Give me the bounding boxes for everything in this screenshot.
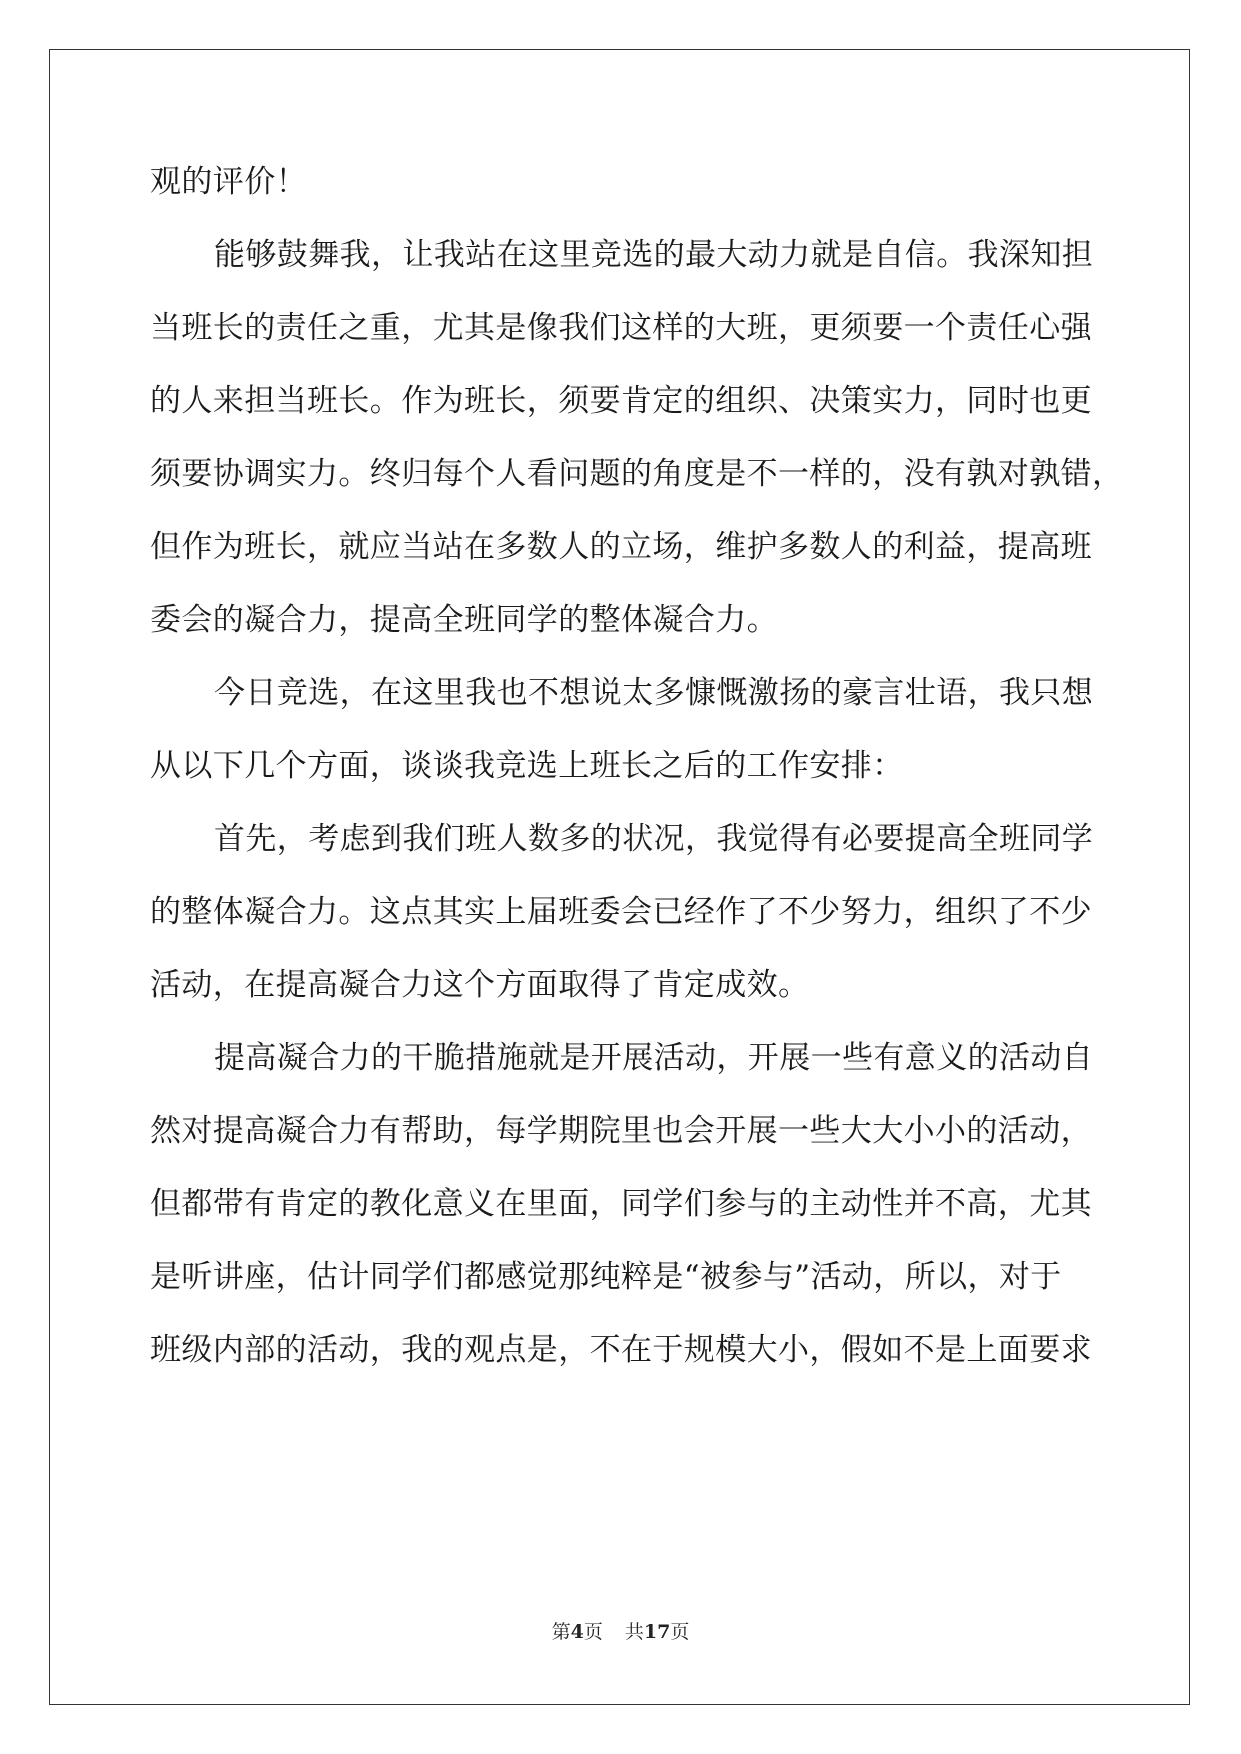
text-line: 委会的凝合力，提高全班同学的整体凝合力。 [150,602,778,638]
text-line: 当班长的责任之重，尤其是像我们这样的大班，更须要一个责任心强 [150,310,1092,346]
text-line: 观的评价！ [150,164,307,200]
page-number: 4 [570,1621,584,1643]
text-line: 但作为班长，就应当站在多数人的立场，维护多数人的利益，提高班 [150,529,1092,565]
text-line: 活动，在提高凝合力这个方面取得了肯定成效。 [150,967,810,1003]
total-prefix: 共 [624,1621,644,1643]
page-frame [49,49,1190,1705]
page-prefix: 第 [551,1621,571,1643]
paragraph-start-line: 能够鼓舞我，让我站在这里竞选的最大动力就是自信。我深知担 [214,237,1094,273]
text-line: 然对提高凝合力有帮助，每学期院里也会开展一些大大小小的活动， [150,1113,1092,1149]
text-line: 的整体凝合力。这点其实上届班委会已经作了不少努力，组织了不少 [150,894,1092,930]
paragraph-start-line: 首先，考虑到我们班人数多的状况，我觉得有必要提高全班同学 [214,821,1094,857]
text-line: 是听讲座，估计同学们都感觉那纯粹是“被参与”活动，所以，对于 [150,1259,1062,1295]
text-line: 从以下几个方面，谈谈我竞选上班长之后的工作安排： [150,748,904,784]
paragraph-start-line: 提高凝合力的干脆措施就是开展活动，开展一些有意义的活动自 [214,1040,1094,1076]
total-pages: 17 [643,1621,671,1643]
text-line: 的人来担当班长。作为班长，须要肯定的组织、决策实力，同时也更 [150,383,1092,419]
text-line: 须要协调实力。终归每个人看问题的角度是不一样的，没有孰对孰错， [150,456,1124,492]
text-line: 但都带有肯定的教化意义在里面，同学们参与的主动性并不高，尤其 [150,1186,1092,1222]
total-suffix: 页 [670,1621,690,1643]
page-footer [0,1617,1241,1644]
paragraph-start-line: 今日竞选，在这里我也不想说太多慷慨激扬的豪言壮语，我只想 [214,675,1094,711]
page-suffix: 页 [583,1621,603,1643]
text-line: 班级内部的活动，我的观点是，不在于规模大小，假如不是上面要求 [150,1332,1092,1368]
